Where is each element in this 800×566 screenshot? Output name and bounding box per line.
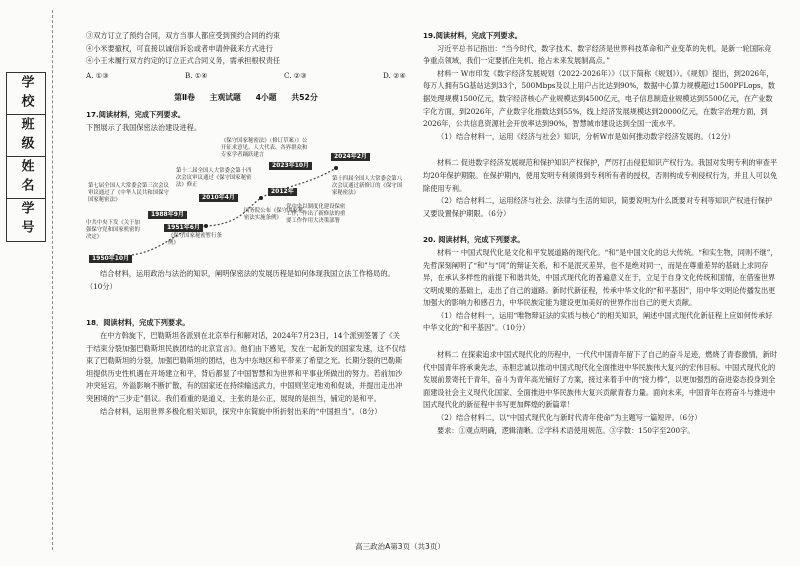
question-18-material: 在中方斡旋下，巴勒斯坦各派别在北京举行和解对话，2024年7月23日，14个派别签署了《关于结束分裂加强巴勒斯坦民族团结的北京宣言》。他们由下感见，发在一起新发的国家发速，这不仅结束了巴勒斯坦的分裂，加强巴勒斯坦的团结，也为中东地区和平带来了希望之光。长期分裂的巴勒斯坦提供历史性机遇在开场建立和平，背后都显了中国智慧和为世界和平事业所做出的努力。若前加沙冲突延宕，外溢影响不断扩散，有的国家还在持续输送武力，中国则坚定地劝和促谈，并提出走出冲突困境的“三步走”倡议。我们看重的是道义，主张的是公正，展现的是担当，铺定的是和平。 [86,330,406,403]
question-20-title: 20. 阅读材料，完成下列要求。 [423,235,525,245]
question-17-prompt: 结合材料，运用政治与法治的知识，阐明保密法的发展历程是如何体现我国立法工作格局的。（10分） [86,269,395,291]
question-20-material-1: 材料一 中国式现代化是文化和平发展道路的现代化。“和”是中国文化的总大传统。“和实生物，同则不继”，先哲深刻阐明了“和”与“同”的辩证关系，和不是泯灭差异，也不是绝对同一，而是在尊重差异的基础上求同存异，在承认多样性的前提下和谐共处，中国式现代化的普遍意义在于，立足于自身文化传统和国情，在借鉴世界文明成果的基础上，走出了自己的道路。新时代新征程，传承中华文化的“和平基因”，用中华文明论传播发出更加强大的影响力和感召力，中华民族定能为建设更加美好的世界作出自己的更大贡献。 [423,247,778,308]
question-20-material-2: 材料二 在探索追求中国式现代化的历程中，一代代中国青年留下了自己的奋斗足迹，燃烧了青春激情，新时代中国青年将承秉先志，赤胆忠诚以推动中国式现代化全面推进中华民族伟大复兴的宏伟目标。中国式现代化的发展前景寄托于青年，奋斗为青年高光铺好了方案，接过来着手中的“接力棒”，以更加强烈的奋进姿态投身到全面建设社会主义现代化国家、全面推进中华民族伟大复兴贡献青春力量。面向未来，中国青年在将奋斗与推进中国式现代化的新征程中书写更加辉煌的新篇章！ [423,350,778,410]
timeline-label: 国务院公布《保守国家秘密法实施条例》 [244,208,304,222]
timeline-label: 党中央以制度化建设保密工作，作出了新修法的重要工作作用大决策部署 [286,204,346,225]
binding-line [52,10,53,550]
option-a: A. ①③ [86,70,109,80]
question-18-title: 18．阅读材料，完成下列要求。 [86,318,190,328]
option-c: C. ②③ [284,70,307,80]
year-badge: 2023年10月 [269,162,312,170]
timeline-label: 《保守国家秘密法》（修订草案）》公开征求意见。人大代表、各界群众和专家学者踊跃建言 [221,138,308,159]
timeline-label: 第十四届全国人大常委会第八次会议通过新修订的《保守国家秘密法》 [332,176,403,197]
question-19-subq-2: （2）结合材料二，运用经济与社会、法律与生活的知识，简要说明为什么既要对专利等知识产权进行保护又要设置保护期限。（6分） [423,196,773,218]
question-19-material-2: 材料二 促进数字经济发展规范和保护知识产权保护，严厉打击侵犯知识产权行为。我国对发明专利的审查平均20年保护期限。在保护期内，使用发明专利须得到专利所有者的授权，否则构成专利侵权行为，并且人可以免除使用专利。 [423,158,778,193]
name-field: 姓名 [7,157,45,199]
class-field: 班级 [7,115,45,157]
timeline-diagram [86,138,406,268]
option-line: ④小米要撤权，可直接以诚信诉讼或者申请仲裁来方式进行 [86,43,273,53]
year-badge: 1988年9月 [148,211,187,219]
right-column [423,30,778,437]
question-19-quote: 习近平总书记指出：“当今时代，数字技术、数字经济是世界科技革命和产业变革的先机，是新一轮国际竞争重点领域，我们一定要抓住先机、抢占未来发展制高点。” [423,43,772,66]
timeline-label: 第十二届全国人大常委会第十四次会议审议通过《保守国家秘密法》修正 [176,168,252,189]
question-20-subq-2: （2）结合材料二，以“中国式现代化与新时代青年使命”为主题写一篇短评。（6分） [437,413,702,423]
year-badge: 2024年2月 [331,153,370,161]
timeline-label: 中共中央下发《关于加强保守党和国家机密的决定》 [86,220,140,241]
option-b: B. ①④ [184,70,208,80]
question-20-requirements: 要求：①观点明确，逻辑清晰。②学科术语使用规范。③字数：150字至200字。 [437,425,695,435]
question-19-material-1: 材料一 W市印发《数字经济发展规划（2022-2026年）》（以下简称《规划》）。《规划》提出，到2026年，每万人拥有5G基站达到33个，500Mbps及以上用户占比达到90%，数据中心算力规模超过1500PFLops，数据处理规模1500亿元，数字经济核心产业规模达到4500亿元，电子信息制造业规模达到5500亿元，在产业数字化方面，到2026年，产业数字化指数达到55%，线上经济发展规模达到20000亿元，在数字治理方面，到2026年，公共信息资源社会开放率达到90%，智慧城市建设达到全国一流水平。 [423,68,776,129]
question-20-subq-1: （1）结合材料一，运用“唯物辩证法的实质与核心”的相关知识，阐述中国式现代化新征程上应如何传承好中华文化的“和平基因”。（10分） [423,310,773,333]
year-badge: 2010年4月 [199,194,238,202]
question-17-intro: 下图展示了我国保密法治建设进程。 [86,122,202,132]
option-line: ③双方订立了预约合同，双方当事人都应受到预约合同的约束 [86,31,281,40]
answer-options [86,70,406,83]
left-column [86,30,406,418]
timeline-label: 《保守国家秘密暂行条例》 [168,233,222,247]
number-field: 学号 [18,201,34,239]
question-19-title: 19.阅读材料，完成下列要求。 [423,31,522,40]
school-field: 学校 [7,73,45,115]
option-line: ④小王未履行双方约定的订立正式合同义务，需承担根权责任 [86,56,281,66]
year-badge: 1951年6月 [164,224,203,232]
question-17-title: 17.阅读材料，完成下列要求。 [86,109,185,119]
year-badge: 1950年10月 [89,255,132,263]
student-info-strip [6,72,46,242]
option-d: D. ②④ [383,70,406,80]
question-18-prompt: 结合材料，运用世界多极化相关知识，探究中东简旋中所折射出来的“中国担当”。（8分） [100,406,382,416]
timeline-label: 第七届全国人大常委会第三次会议审议通过了《中华人民共和国保守国家秘密法》 [88,183,169,204]
page-footer: 高三政治A第3页（共3页） [355,542,445,551]
section-heading: 第Ⅱ卷 主观试题 4小题 共52分 [174,93,318,103]
question-19-subq-1: （1）结合材料一，运用《经济与社会》知识，分析W市是如何推动数字经济发展的。（12分） [437,131,735,141]
year-badge: 2012年 [268,188,297,196]
